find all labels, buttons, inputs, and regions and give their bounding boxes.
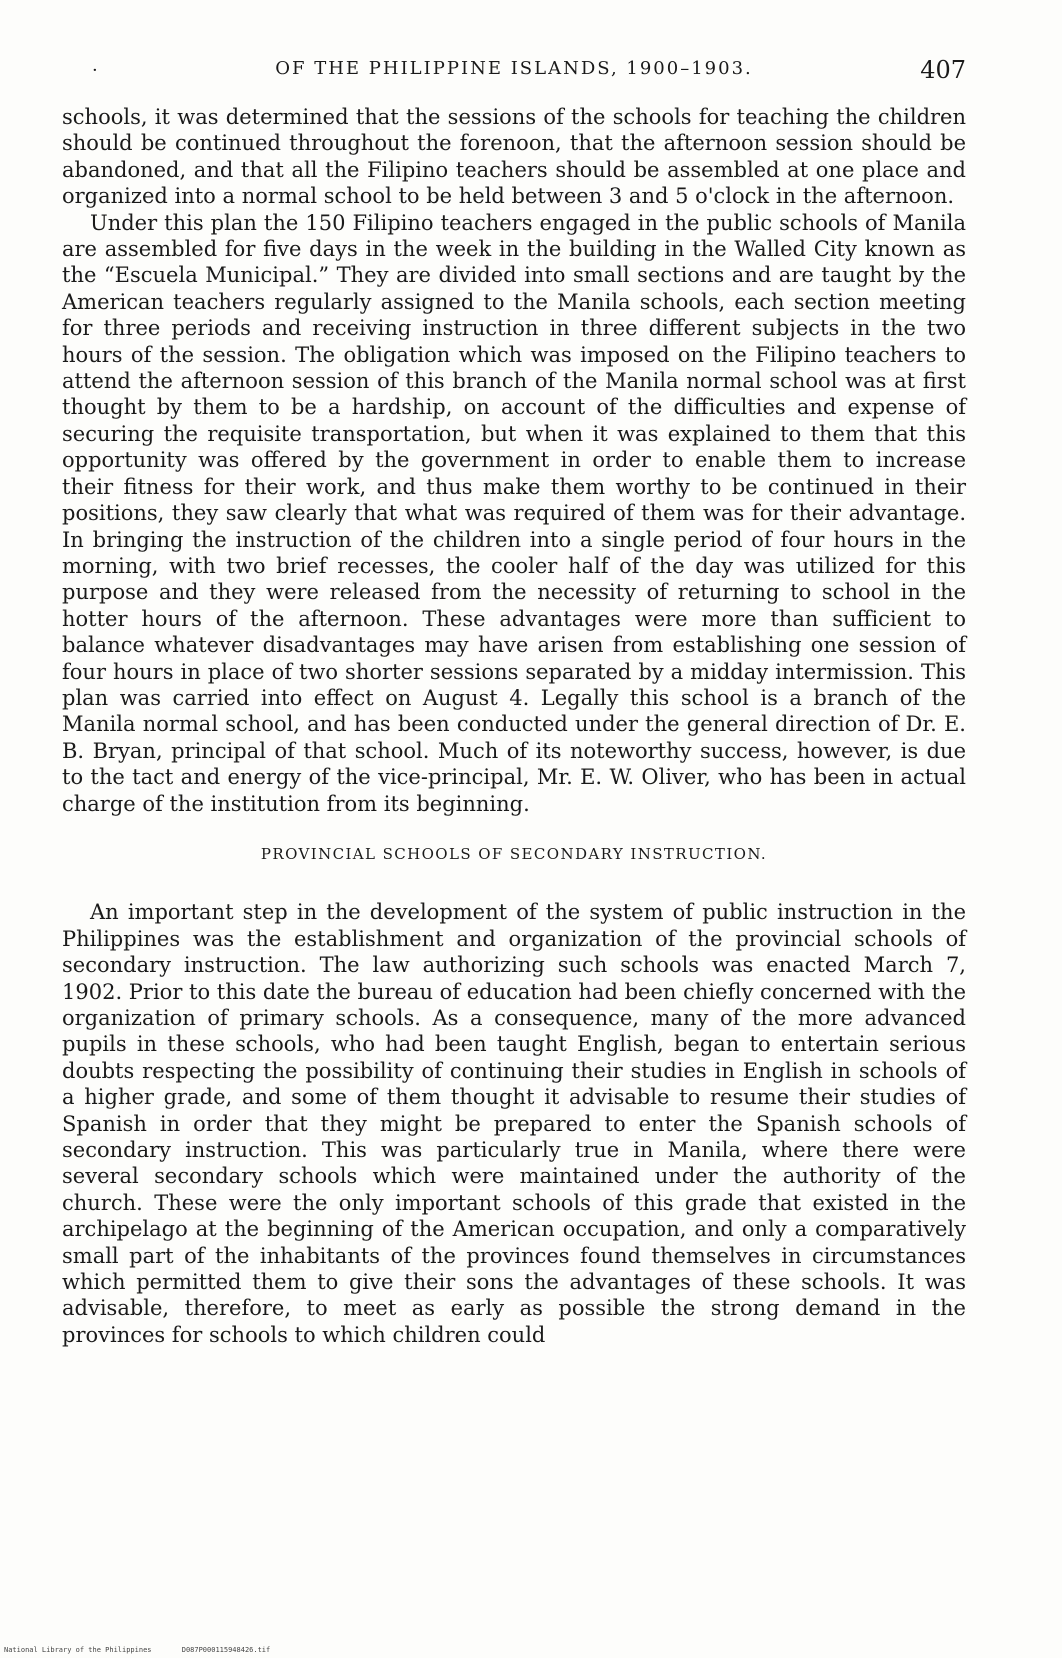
page-header (62, 56, 966, 88)
footer-library: National Library of the Philippines (4, 1646, 152, 1654)
running-title: OF THE PHILIPPINE ISLANDS, 1900–1903. (275, 58, 753, 79)
section-heading: PROVINCIAL SCHOOLS OF SECONDARY INSTRUCTION. (260, 844, 768, 863)
page-number: 407 (920, 56, 966, 84)
footer-file-id: D087P000115948426.tif (181, 1646, 271, 1654)
paragraph-continued: schools, it was determined that the sessions of the schools for teaching the children should be continued throughout the forenoon, that the afternoon session should be abandoned, and that all the Filipino teachers should be assembled at one place and organized into a normal school to be held between 3 and 5 o'clock in the afternoon. (62, 105, 966, 209)
body-text (62, 104, 966, 1348)
paragraph-provincial-schools: An important step in the development of the system of public instruction in the Philippines was the establishment and organization of the provincial schools of secondary instruction. The law authorizing such schools was enacted March 7, 1902. Prior to this date the bureau of education had been chiefly concerned with the organization of primary schools. As a consequence, many of the more advanced pupils in these schools, who had been taught English, began to entertain serious doubts respecting the possibility of continuing their studies in English in schools of a higher grade, and some of them thought it advisable to resume their studies of Spanish in order that they might be prepared to enter the Spanish schools of secondary instruction. This was particularly true in Manila, where there were several secondary schools which were maintained under the authority of the church. These were the only important schools of this grade that existed in the archipelago at the beginning of the American occupation, and only a comparatively small part of the inhabitants of the provinces found themselves in circumstances which permitted them to give their sons the advantages of these schools. It was advisable, therefore, to meet as early as possible the strong demand in the provinces for schools to which children could (62, 900, 967, 1347)
header-dot: · (92, 60, 98, 81)
paragraph-manila-normal-school: Under this plan the 150 Filipino teachers engaged in the public schools of Manila are assembled for five days in the week in the building in the Walled City known as the “Escuela Municipal.” They are divided into small sections and are taught by the American teachers regularly assigned to the Manila schools, each section meeting for three periods and receiving instruction in three different subjects in the two hours of the session. The obligation which was imposed on the Filipino teachers to attend the afternoon session of this branch of the Manila normal school was at first thought by them to be a hardship, on account of the difficulties and expense of securing the requisite transportation, but when it was explained to them that this opportunity was offered by the government in order to enable them to increase their fitness for their work, and thus make them worthy to be continued in their positions, they saw clearly that what was required of them was for their advantage. In bringing the instruction of the children into a single period of four hours in the morning, with two brief recesses, the cooler half of the day was utilized for this purpose and they were released from the necessity of returning to school in the hotter hours of the afternoon. These advantages were more than sufficient to balance whatever disadvantages may have arisen from establishing one session of four hours in place of two shorter sessions separated by a midday intermission. This plan was carried into effect on August 4. Legally this school is a branch of the Manila normal school, and has been conducted under the general direction of Dr. E. B. Bryan, principal of that school. Much of its noteworthy success, however, is due to the tact and energy of the vice-principal, Mr. E. W. Oliver, who has been in actual charge of the institution from its beginning. (62, 210, 966, 816)
scan-footer (4, 1646, 296, 1654)
